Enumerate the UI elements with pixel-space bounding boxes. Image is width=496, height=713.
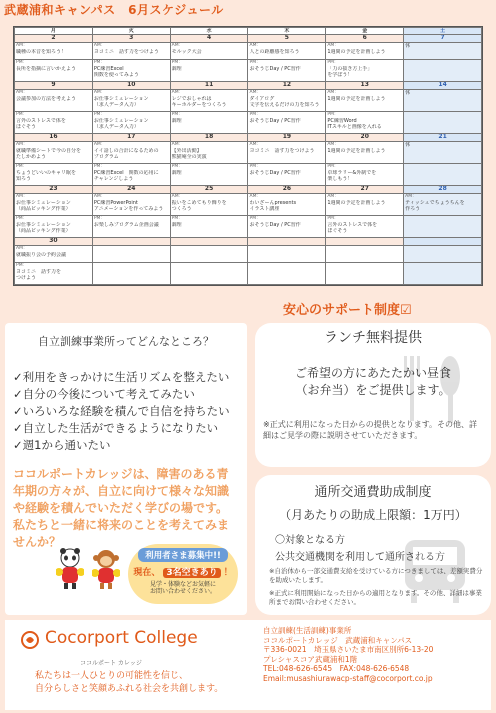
calendar-event-cell — [326, 193, 404, 215]
event-text: 就職準備シートで今の自分を — [16, 148, 82, 155]
event-text: 卓球ラリー&外制でを — [327, 169, 377, 176]
event-text: 長所を指摘に言いかえよう — [16, 66, 77, 73]
slot-label: AM： — [93, 193, 106, 199]
event-text: モルック大会 — [171, 49, 202, 56]
calendar-date: 25 — [170, 185, 248, 193]
slot-label: AM： — [249, 142, 261, 148]
event-text: イイ話しの合計になるための — [93, 148, 159, 155]
slot-label: AM： — [249, 43, 261, 49]
panda-mascot-icon — [56, 548, 84, 590]
calendar-event-cell — [92, 142, 170, 164]
event-text: わいざーんpresents — [249, 199, 297, 206]
college-message: ココルポートカレッジは、障害のある青年期の方々が、自立に向けて様々な知識や経験を積んでいただく学びの場です。私たちと一緒に将来のことを考えてみませんか？ — [13, 467, 230, 549]
calendar-event-cell — [404, 215, 482, 237]
calendar-event-cell — [326, 142, 404, 164]
calendar-date: 11 — [170, 82, 248, 90]
event-text: 言外のストレスで体を — [327, 221, 378, 228]
slot-label: PM： — [249, 215, 261, 221]
event-text: ヨコミニ 話す力をつけよう — [93, 49, 159, 56]
slot-label: AM： — [171, 193, 184, 199]
event-text: 「力の抜き方上手」 — [327, 66, 373, 73]
slot-label: AM： — [171, 43, 184, 49]
event-text: つくろう — [171, 205, 192, 212]
slot-label: PM： — [16, 60, 28, 66]
header-fri: 金 — [326, 28, 404, 35]
calendar-pm-row — [15, 163, 482, 185]
header-sat: 土 — [404, 28, 482, 35]
event-text: （求人データ入力） — [93, 124, 139, 131]
slot-label: PM： — [16, 112, 28, 118]
event-text: チャレンジしよう — [93, 175, 134, 182]
contact-line: TEL:048-626-6545 FAX:048-626-6548 — [263, 664, 410, 673]
event-text: ティッシュでちょうちんを — [405, 199, 465, 206]
calendar-event-cell — [404, 112, 482, 134]
calendar-event-cell — [248, 90, 326, 112]
slot-label: PM： — [16, 215, 28, 221]
calendar-pm-row — [15, 215, 482, 237]
slot-label: PM： — [16, 262, 28, 268]
calendar-event-cell — [15, 43, 93, 60]
calendar-event-cell — [170, 163, 248, 185]
slot-label: AM： — [16, 142, 28, 148]
lunch-note: ※正式に利用になった日からの提供となります。その他、詳細はご見学の際に説明させていただきます。 — [263, 420, 478, 440]
calendar-date-row — [15, 82, 482, 90]
calendar-event-cell — [92, 90, 170, 112]
calendar-event-cell — [248, 245, 326, 262]
calendar-event-cell — [15, 112, 93, 134]
calendar-event-cell — [326, 60, 404, 82]
event-text: お楽しみプログラム企画会議 — [93, 221, 159, 228]
slot-label: AM： — [93, 43, 106, 49]
transport-target-label: 〇対象となる方 — [275, 535, 345, 546]
slot-label: PM： — [249, 163, 261, 169]
calendar-date: 3 — [92, 35, 170, 43]
calendar-event-cell — [170, 262, 248, 284]
check-item: ✓いろいろな経験を積んで自信を持ちたい — [13, 404, 230, 418]
contact-line[interactable]: Email:musashiurawacp-staff@cocorport.co.jp — [263, 673, 433, 683]
event-text: PC練習Excel 関数の応用に — [93, 169, 159, 176]
slot-label: PM： — [171, 112, 183, 118]
calendar-event-cell — [326, 43, 404, 60]
event-text: 休 — [405, 43, 411, 50]
event-text: 職種の本音を知ろう！ — [16, 49, 67, 56]
college-logo-text: Cocorport College — [45, 628, 198, 648]
calendar-pm-row — [15, 262, 482, 284]
calendar-date: 24 — [92, 185, 170, 193]
calendar-event-cell — [248, 163, 326, 185]
event-text: 作ろう — [405, 205, 421, 212]
lunch-body: ご希望の方にあたたかい昼食 （お弁当）をご提供します。 — [294, 366, 451, 397]
calendar-event-cell — [404, 142, 482, 164]
calendar-date — [326, 237, 404, 245]
fork-knife-icon — [400, 351, 470, 426]
calendar-event-cell — [248, 112, 326, 134]
recruit-badge — [128, 544, 238, 604]
calendar-date: 4 — [170, 35, 248, 43]
check-list — [13, 369, 247, 454]
check-icon: ☑ — [400, 303, 412, 318]
calendar-event-cell — [15, 60, 93, 82]
calendar-event-cell — [404, 60, 482, 82]
calendar-event-cell — [170, 142, 248, 164]
event-text: PC練習PowerPoint — [93, 199, 138, 206]
slot-label: AM： — [93, 90, 106, 96]
event-text: ヨコミニ 話す力を — [16, 268, 62, 275]
event-text: 1週間の予定を計画しよう — [327, 96, 386, 103]
calendar-event-cell — [15, 90, 93, 112]
calendar-event-cell — [170, 60, 248, 82]
lunch-box — [255, 323, 491, 467]
calendar-date: 28 — [404, 185, 482, 193]
calendar-event-cell — [15, 163, 93, 185]
event-text: お仕事シミュレーション — [93, 96, 149, 103]
event-text: レジでおしゃれは — [171, 96, 212, 103]
calendar-event-cell — [170, 193, 248, 215]
header-tue: 火 — [92, 28, 170, 35]
calendar-date — [248, 237, 326, 245]
train-icon — [395, 535, 475, 605]
slot-label: AM： — [171, 90, 184, 96]
slot-label: PM： — [327, 163, 339, 169]
slot-label: PM： — [327, 112, 339, 118]
transport-note-1: ※自治体から一部交通費支給を受けている方につきましては、差額実費分を助成いたします。 — [269, 567, 483, 584]
transport-target-value: 公共交通機関を利用して通所される方 — [275, 552, 445, 563]
check-item: ✓自分の今後について考えてみたい — [13, 387, 195, 401]
calendar-event-cell — [92, 60, 170, 82]
about-question: 自立訓練事業所ってどんなところ？ — [38, 335, 214, 348]
event-text: たしかめよう — [16, 154, 47, 161]
calendar-event-cell — [404, 163, 482, 185]
calendar-event-cell — [248, 142, 326, 164]
calendar-event-cell — [248, 60, 326, 82]
calendar-event-cell — [248, 43, 326, 60]
header-thu: 木 — [248, 28, 326, 35]
event-text: ヨコミニ 話す力をつけよう — [249, 148, 315, 155]
slot-label: PM： — [93, 60, 105, 66]
footer — [5, 620, 491, 710]
slot-label: AM： — [16, 193, 28, 199]
calendar-event-cell — [92, 262, 170, 284]
slot-label: PM： — [327, 60, 339, 66]
calendar-am-row — [15, 142, 482, 164]
calendar-event-cell — [170, 43, 248, 60]
event-text: イラスト講座 — [249, 205, 280, 212]
transport-note-2: ※正式に利用開始になった日からの適用となります。その他、詳細は事業所までお問い合わせください。 — [269, 589, 482, 606]
event-text: 1週間の予定を計画しよう — [327, 148, 386, 155]
recruit-heading: 利用者さま募集中!! — [138, 548, 228, 562]
calendar-am-row — [15, 90, 482, 112]
contact-line: 〒336-0021 埼玉県さいたま市南区別所6-13-20 — [263, 645, 434, 654]
calendar-event-cell — [15, 215, 93, 237]
slot-label: PM： — [93, 215, 105, 221]
event-text: 楽しもう！ — [327, 175, 353, 182]
event-text: ITスキルと画像を入れる — [327, 124, 382, 131]
calendar-event-cell — [15, 245, 93, 262]
calendar-date: 18 — [170, 134, 248, 142]
event-text: 文字を伝えるだけの力を知ろう — [249, 102, 320, 109]
slot-label: PM： — [171, 60, 183, 66]
calendar-event-cell — [248, 262, 326, 284]
calendar-table — [14, 27, 482, 285]
event-text: PC練習Word — [327, 118, 357, 125]
event-text: 会議参加の方法を考えよう — [16, 96, 77, 103]
event-text: おそうじDay / PC習作 — [249, 221, 301, 228]
calendar-event-cell — [404, 245, 482, 262]
transport-box — [255, 475, 491, 615]
contact-line: 自立訓練(生活訓練)事業所 — [263, 626, 352, 635]
calendar-event-cell — [15, 142, 93, 164]
check-item: ✓週1から通いたい — [13, 438, 111, 452]
slot-label: AM： — [16, 90, 28, 96]
calendar-event-cell — [170, 90, 248, 112]
event-text: 【外出活動】 — [171, 148, 202, 155]
event-text: おそうじDay / PC習作 — [249, 169, 301, 176]
calendar-event-cell — [170, 112, 248, 134]
event-text: 調理 — [171, 169, 182, 176]
event-text: おそうじDay / PC習作 — [249, 118, 301, 125]
event-text: 就職振り会の予約会議 — [16, 251, 67, 258]
event-text: 調理 — [171, 66, 182, 73]
event-text: 休 — [405, 90, 411, 97]
calendar-date: 7 — [404, 35, 482, 43]
calendar-event-cell — [92, 245, 170, 262]
calendar-date: 14 — [404, 82, 482, 90]
transport-subheading: （月あたりの助成上限額：1万円） — [279, 508, 467, 522]
calendar-event-cell — [170, 215, 248, 237]
monkey-mascot-icon — [92, 548, 120, 590]
calendar-event-cell — [404, 43, 482, 60]
college-logo-kana: ココルポート カレッジ — [80, 660, 142, 667]
event-text: 熊猫庵全の実演 — [171, 154, 207, 161]
slot-label: AM： — [327, 193, 339, 199]
support-title: 安心のサポート制度☑ — [283, 303, 412, 318]
calendar-pm-row — [15, 60, 482, 82]
calendar-event-cell — [248, 193, 326, 215]
contact-info — [263, 626, 433, 683]
event-text: 1週間の予定を計画しよう — [327, 49, 386, 56]
event-text: PC練習Excel — [93, 66, 124, 73]
lunch-heading: ランチ無料提供 — [324, 330, 422, 346]
calendar-event-cell — [92, 193, 170, 215]
calendar-date: 6 — [326, 35, 404, 43]
event-text: ちょうどいいのキャリ眠を — [16, 169, 77, 176]
recruit-vacancy: 現在、 3名空きあり ！ — [133, 568, 233, 578]
slot-label: PM： — [327, 215, 339, 221]
slot-label: AM： — [249, 90, 261, 96]
calendar-event-cell — [326, 90, 404, 112]
calendar-date: 27 — [326, 185, 404, 193]
calendar-event-cell — [326, 112, 404, 134]
event-text: 関数を使ってみよう — [93, 72, 139, 79]
event-text: 知ろう — [16, 175, 32, 182]
slot-label: AM： — [327, 142, 339, 148]
calendar-date — [404, 237, 482, 245]
calendar-event-cell — [92, 112, 170, 134]
slot-label: PM： — [249, 60, 261, 66]
calendar-event-cell — [326, 262, 404, 284]
header-mon: 月 — [15, 28, 93, 35]
calendar-event-cell — [15, 193, 93, 215]
event-text: アニメーションを作ってみよう — [93, 205, 164, 212]
slot-label: PM： — [249, 112, 261, 118]
event-text: ほぐそう — [327, 227, 348, 234]
slot-label: PM： — [93, 112, 105, 118]
slogan: 私たちは一人ひとりの可能性を信じ、 自分らしさと笑顔あふれる社会を共創します。 — [35, 671, 224, 694]
calendar-event-cell — [404, 193, 482, 215]
calendar-date: 2 — [15, 35, 93, 43]
event-text: お仕事シミュレーション — [16, 221, 71, 228]
slot-label: AM： — [405, 193, 417, 199]
event-text: お仕事シミュレーション — [16, 199, 71, 206]
calendar-date: 26 — [248, 185, 326, 193]
event-text: 休 — [405, 142, 411, 149]
event-text: （商品ピッキング作業） — [16, 227, 71, 234]
calendar-date — [170, 237, 248, 245]
calendar-am-row — [15, 193, 482, 215]
contact-line: ココルポートカレッジ 武蔵浦和キャンパス — [263, 635, 413, 645]
calendar-date: 23 — [15, 185, 93, 193]
calendar-date: 13 — [326, 82, 404, 90]
calendar-event-cell — [404, 90, 482, 112]
contact-line: プレシャスコア武蔵浦和1階 — [263, 654, 358, 664]
check-item: ✓利用をきっかけに生活リズムを整えたい — [13, 370, 230, 384]
slot-label: AM： — [16, 43, 28, 49]
page-title: 武蔵浦和キャンパス 6月スケジュール — [4, 3, 224, 17]
event-text: おそうじDay / PC習作 — [249, 66, 301, 73]
event-text: （求人データ入力） — [93, 102, 139, 109]
event-text: 人との距離感を知ろう — [249, 49, 300, 56]
header-wed: 水 — [170, 28, 248, 35]
event-text: 1週間の予定を計画しよう — [327, 199, 386, 206]
slot-label: AM： — [16, 245, 28, 251]
calendar-date: 12 — [248, 82, 326, 90]
calendar-date: 5 — [248, 35, 326, 43]
calendar-date-row — [15, 134, 482, 142]
event-text: ほぐそう — [16, 124, 37, 131]
calendar-date: 10 — [92, 82, 170, 90]
event-text: を学ぼう！ — [327, 72, 353, 79]
slot-label: AM： — [249, 193, 261, 199]
calendar-am-row — [15, 43, 482, 60]
calendar-event-cell — [326, 163, 404, 185]
calendar-event-cell — [170, 245, 248, 262]
slot-label: AM： — [327, 90, 339, 96]
calendar-event-cell — [326, 215, 404, 237]
calendar-date: 9 — [15, 82, 93, 90]
event-text: キーホルダーをつくろう — [171, 102, 227, 109]
calendar-event-cell — [248, 215, 326, 237]
calendar-event-cell — [92, 43, 170, 60]
calendar-date: 16 — [15, 134, 93, 142]
slot-label: AM： — [93, 142, 106, 148]
event-text: ダイアログ — [249, 96, 275, 103]
calendar-date: 30 — [15, 237, 93, 245]
check-item: ✓自立した生活ができるようになりたい — [13, 421, 219, 435]
slot-label: PM： — [171, 215, 183, 221]
calendar-event-cell — [404, 262, 482, 284]
schedule-calendar — [13, 26, 483, 286]
slot-label: PM： — [16, 163, 28, 169]
calendar-am-row — [15, 245, 482, 262]
event-text: 言外のストレスで体を — [16, 118, 66, 125]
calendar-event-cell — [92, 163, 170, 185]
calendar-event-cell — [326, 245, 404, 262]
recruit-note: 見学・体験などお気軽に お問い合わせください。 — [149, 581, 216, 595]
slot-label: AM： — [327, 43, 339, 49]
calendar-date — [92, 237, 170, 245]
calendar-date: 21 — [404, 134, 482, 142]
slot-label: AM： — [171, 142, 184, 148]
event-text: お仕事シミュレーション — [93, 118, 149, 125]
transport-heading: 通所交通費助成制度 — [314, 485, 432, 500]
calendar-pm-row — [15, 112, 482, 134]
event-text: つけよう — [16, 274, 37, 281]
calendar-date-row — [15, 237, 482, 245]
event-text: 調理 — [171, 221, 182, 228]
slot-label: PM： — [93, 163, 105, 169]
event-text: （商品ピッキング作業） — [16, 205, 71, 212]
calendar-event-cell — [92, 215, 170, 237]
calendar-date-row — [15, 35, 482, 43]
cocorport-logo-icon — [20, 630, 40, 650]
calendar-event-cell — [15, 262, 93, 284]
slot-label: PM： — [171, 163, 183, 169]
event-text: 振いをこめてもり飾りを — [171, 199, 227, 206]
event-text: 調理 — [171, 118, 182, 125]
calendar-date-row — [15, 185, 482, 193]
calendar-date: 20 — [326, 134, 404, 142]
event-text: プログラム — [93, 154, 119, 161]
calendar-date: 19 — [248, 134, 326, 142]
calendar-date: 17 — [92, 134, 170, 142]
